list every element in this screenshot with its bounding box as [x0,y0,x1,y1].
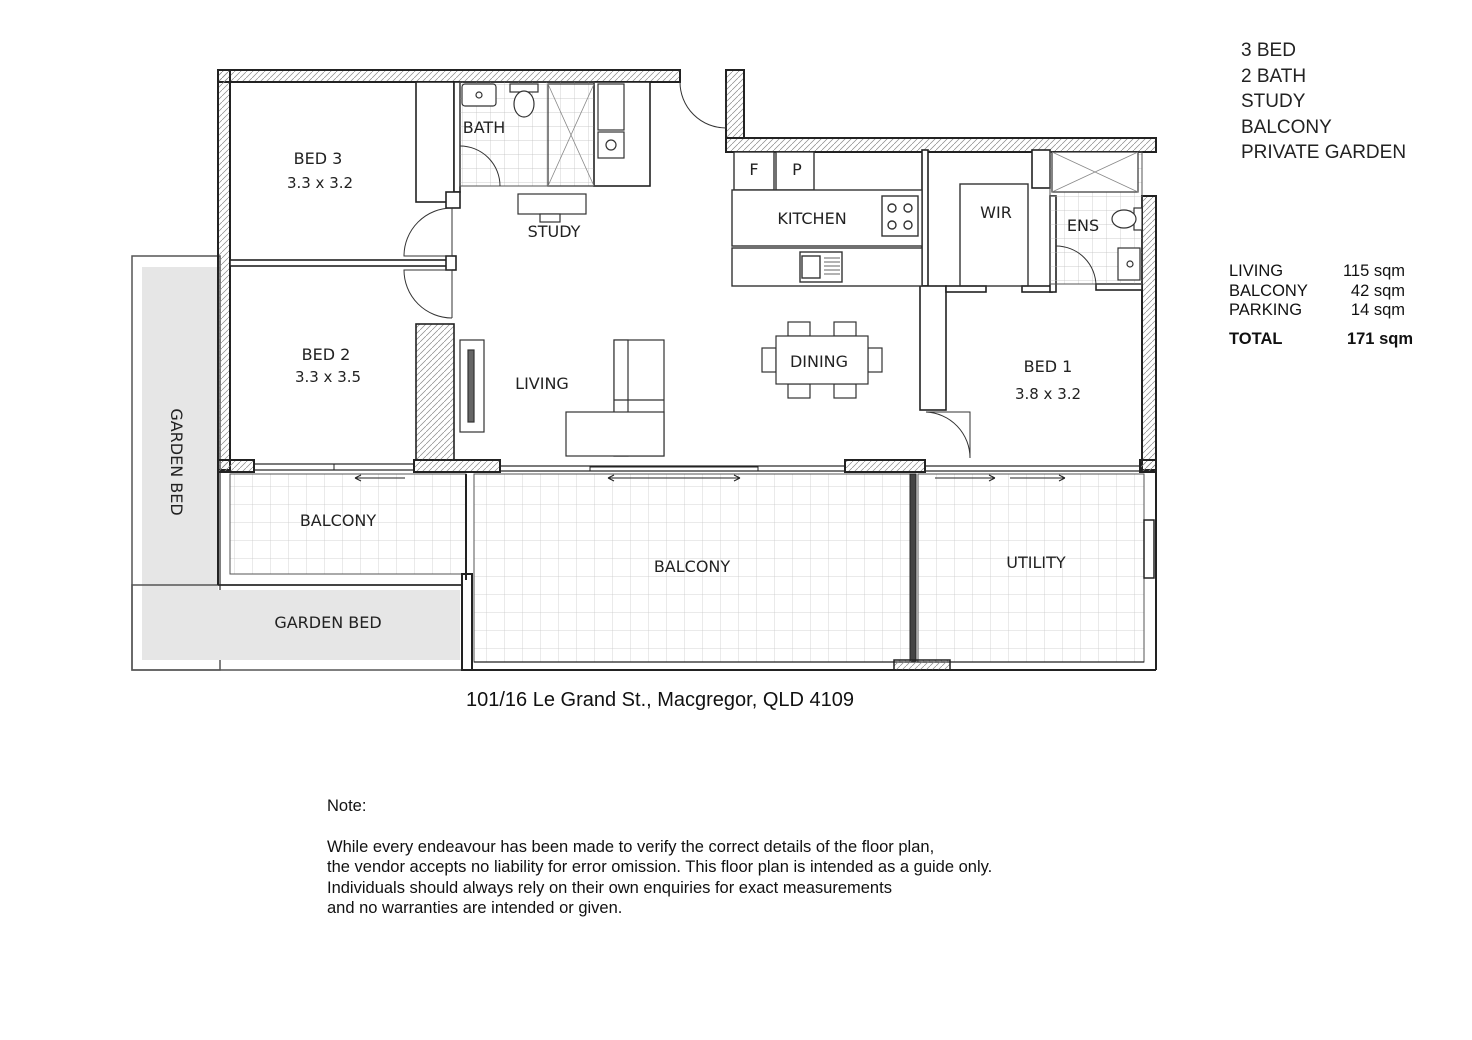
feature-item: STUDY [1241,91,1306,112]
feature-item: 2 BATH [1241,65,1307,87]
area-table [1229,262,1429,349]
area-total-value: 171 sqm [1346,329,1413,348]
balcony-left-label: BALCONY [299,511,377,530]
area-row [1229,282,1429,302]
note-line: and no warranties are intended or given. [327,899,623,917]
note-line: Individuals should always rely on their own enquiries for exact measurements [327,878,892,897]
bed3-size: 3.3 x 3.2 [286,174,354,192]
bed3-label: BED 3 [293,149,343,168]
area-name: BALCONY [1229,281,1308,300]
entry-door [680,82,726,128]
bed2-label: BED 2 [301,345,351,364]
feature-item: BALCONY [1241,116,1332,138]
area-row [1229,262,1429,282]
area-name: LIVING [1229,262,1284,280]
living-furniture [460,340,664,456]
area-value: 42 sqm [1350,281,1405,300]
bed1-label: BED 1 [1023,357,1073,376]
kitchen-label: KITCHEN [777,209,847,228]
garden-bed-bottom-label: GARDEN BED [274,613,382,632]
dining-label: DINING [789,352,849,371]
disclaimer-note [327,796,992,919]
study-desk [518,194,586,222]
study-label: STUDY [527,222,581,241]
area-total-name: TOTAL [1229,329,1283,348]
note-line: the vendor accepts no liability for error omission. This floor plan is intended as a guide only. [327,858,993,876]
area-row [1229,301,1429,321]
fridge-label: F [749,160,759,179]
utility-label: UTILITY [1006,553,1066,572]
living-label: LIVING [515,374,569,393]
exterior-walls [218,70,1156,472]
feature-item: 3 BED [1241,40,1296,61]
feature-summary [1241,38,1406,166]
wir [960,184,1028,286]
ens-label: ENS [1066,216,1100,235]
bath-label: BATH [462,118,506,137]
bed1-size: 3.8 x 3.2 [1014,385,1082,403]
wir-label: WIR [980,203,1012,222]
feature-item: PRIVATE GARDEN [1241,142,1407,163]
area-total-row [1229,330,1429,350]
garden-bed-side-label: GARDEN BED [167,408,186,516]
pantry-label: P [792,160,802,179]
bed2-size: 3.3 x 3.5 [294,368,362,386]
note-title: Note: [327,797,367,815]
note-line: While every endeavour has been made to verify the correct details of the floor plan, [327,837,935,856]
balcony-main-label: BALCONY [653,557,731,576]
area-name: PARKING [1229,301,1303,319]
bed1-door [926,412,970,458]
area-value: 14 sqm [1350,301,1405,319]
area-value: 115 sqm [1342,262,1405,280]
property-address: 101/16 Le Grand St., Macgregor, QLD 4109 [466,689,855,711]
